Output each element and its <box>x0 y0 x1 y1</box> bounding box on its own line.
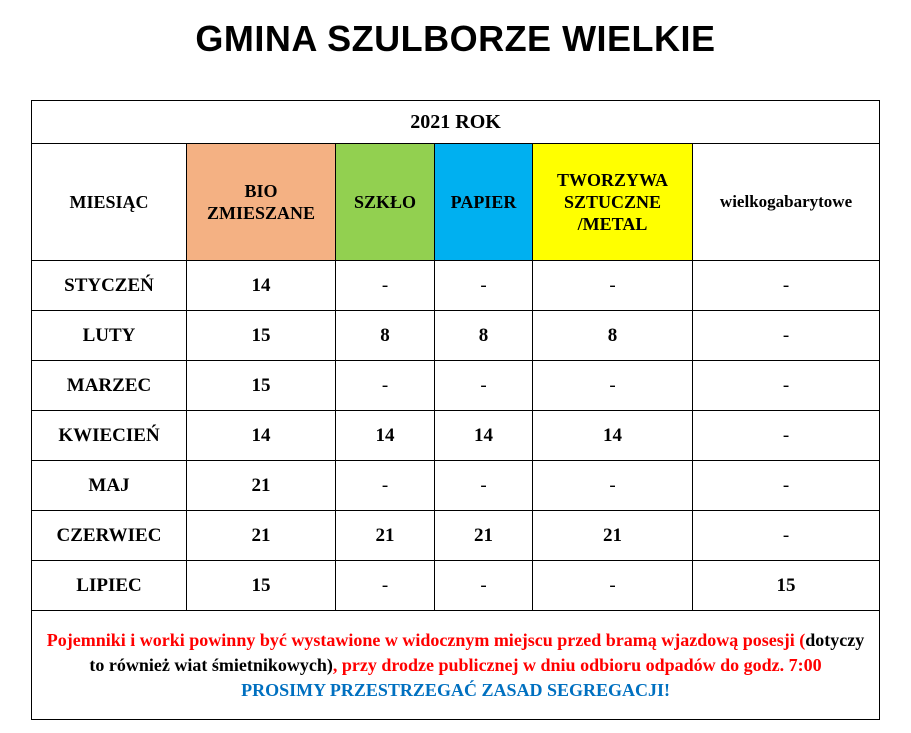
wielko-cell: - <box>693 461 880 511</box>
szklo-cell: - <box>336 561 435 611</box>
bio-cell: 15 <box>187 561 336 611</box>
table-row <box>32 261 880 311</box>
papier-cell: - <box>435 461 533 511</box>
bio-cell: 14 <box>187 261 336 311</box>
papier-cell: 14 <box>435 411 533 461</box>
wielko-cell: - <box>693 411 880 461</box>
header-papier: PAPIER <box>435 144 533 261</box>
tworzywa-cell: - <box>533 561 693 611</box>
header-tworzywa-line1: TWORZYWA <box>556 170 668 190</box>
papier-cell: 8 <box>435 311 533 361</box>
szklo-cell: 21 <box>336 511 435 561</box>
note-black-part: dotyczy to również wiat śmietnikowych) <box>89 629 865 675</box>
table-row <box>32 461 880 511</box>
szklo-cell: - <box>336 461 435 511</box>
note-red-part2: , przy drodze publicznej w dniu odbioru odpadów do godz. 7:00 <box>332 654 822 675</box>
bio-cell: 21 <box>187 461 336 511</box>
month-cell: STYCZEŃ <box>32 261 187 311</box>
papier-cell: 21 <box>435 511 533 561</box>
szklo-cell: - <box>336 361 435 411</box>
papier-cell: - <box>435 561 533 611</box>
tworzywa-cell: - <box>533 261 693 311</box>
bio-cell: 15 <box>187 361 336 411</box>
tworzywa-cell: 21 <box>533 511 693 561</box>
header-bio <box>187 144 336 261</box>
papier-cell: - <box>435 361 533 411</box>
wielko-cell: 15 <box>693 561 880 611</box>
header-bio-line2: ZMIESZANE <box>206 203 316 223</box>
note-row <box>32 611 880 720</box>
wielko-cell: - <box>693 261 880 311</box>
month-cell: LUTY <box>32 311 187 361</box>
year-row <box>32 101 880 144</box>
table-row <box>32 561 880 611</box>
header-month: MIESIĄC <box>32 144 187 261</box>
month-cell: MARZEC <box>32 361 187 411</box>
bio-cell: 14 <box>187 411 336 461</box>
szklo-cell: - <box>336 261 435 311</box>
note-blue-line: PROSIMY PRZESTRZEGAĆ ZASAD SEGREGACJI! <box>241 679 670 700</box>
bio-cell: 15 <box>187 311 336 361</box>
header-row <box>32 144 880 261</box>
table-row <box>32 361 880 411</box>
table-row <box>32 511 880 561</box>
header-tworzywa-line2: SZTUCZNE <box>563 192 662 212</box>
tworzywa-cell: - <box>533 361 693 411</box>
header-wielkogabarytowe: wielkogabarytowe <box>693 144 880 261</box>
tworzywa-cell: 8 <box>533 311 693 361</box>
month-cell: LIPIEC <box>32 561 187 611</box>
szklo-cell: 8 <box>336 311 435 361</box>
header-szklo: SZKŁO <box>336 144 435 261</box>
wielko-cell: - <box>693 361 880 411</box>
tworzywa-cell: 14 <box>533 411 693 461</box>
page-title: GMINA SZULBORZE WIELKIE <box>195 18 716 59</box>
wielko-cell: - <box>693 311 880 361</box>
note-cell <box>32 611 880 720</box>
month-cell: MAJ <box>32 461 187 511</box>
table-row <box>32 411 880 461</box>
tworzywa-cell: - <box>533 461 693 511</box>
header-tworzywa <box>533 144 693 261</box>
schedule-table <box>31 100 880 720</box>
header-bio-line1: BIO <box>244 181 278 201</box>
bio-cell: 21 <box>187 511 336 561</box>
year-label: 2021 ROK <box>32 101 880 144</box>
header-tworzywa-line3: /METAL <box>577 214 648 234</box>
month-cell: CZERWIEC <box>32 511 187 561</box>
wielko-cell: - <box>693 511 880 561</box>
note-red-part1: Pojemniki i worki powinny być wystawione w widocznym miejscu przed bramą wjazdową posesji ( <box>46 629 806 650</box>
table-row <box>32 311 880 361</box>
papier-cell: - <box>435 261 533 311</box>
month-cell: KWIECIEŃ <box>32 411 187 461</box>
szklo-cell: 14 <box>336 411 435 461</box>
